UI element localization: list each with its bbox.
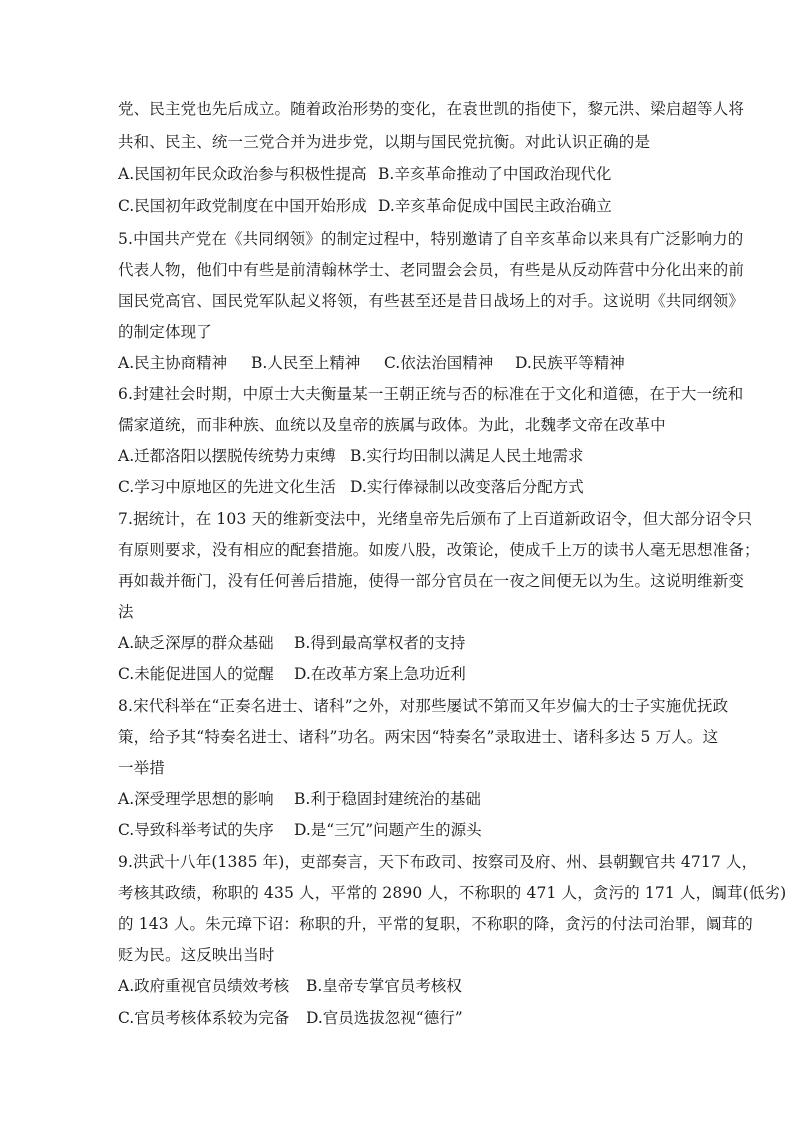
question-9-line: 考核其政绩，称职的 435 人，平常的 2890 人，不称职的 471 人，贪污的 171 人，阘茸(低劣) — [118, 884, 787, 902]
question-5-line: 代表人物，他们中有些是前清翰林学士、老同盟会会员，有些是从反动阵营中分化出来的前 — [118, 261, 745, 279]
option-d: D.实行俸禄制以改变落后分配方式 — [350, 478, 584, 496]
question-text-line: 共和、民主、统一三党合并为进步党，以期与国民党抗衡。对此认识正确的是 — [118, 133, 651, 151]
option-c: C.学习中原地区的先进文化生活 — [118, 478, 336, 496]
question-9-line: 贬为民。这反映出当时 — [118, 946, 275, 964]
option-b: B.辛亥革命推动了中国政治现代化 — [378, 165, 612, 183]
option-c: C.依法治国精神 — [384, 354, 494, 372]
question-5-line: 的制定体现了 — [118, 323, 212, 341]
question-8-line: 策，给予其“特奏名进士、诸科”功名。两宋因“特奏名”录取进士、诸科多达 5 万人。这 — [118, 728, 719, 746]
option-d: D.官员选拔忽视“德行” — [306, 1009, 463, 1027]
option-c: C.民国初年政党制度在中国开始形成 — [118, 197, 367, 215]
question-7-line: 再如裁并衙门，没有任何善后措施，使得一部分官员在一夜之间便无以为生。这说明维新变 — [118, 572, 745, 590]
option-b: B.人民至上精神 — [251, 354, 361, 372]
option-b: B.皇帝专掌官员考核权 — [306, 977, 462, 995]
question-5-line: 国民党高官、国民党军队起义将领，有些甚至还是昔日战场上的对手。这说明《共同纲领》 — [118, 292, 745, 310]
question-9-line: 9.洪武十八年(1385 年)，吏部奏言，天下布政司、按察司及府、州、县朝觐官共 4717 人， — [118, 853, 758, 871]
option-b: B.实行均田制以满足人民土地需求 — [350, 447, 584, 465]
option-a: A.深受理学思想的影响 — [118, 790, 274, 808]
option-d: D.在改革方案上急功近利 — [294, 665, 466, 683]
option-c: C.官员考核体系较为完备 — [118, 1009, 290, 1027]
option-d: D.是“三冗”问题产生的源头 — [294, 821, 482, 839]
option-c: C.未能促进国人的觉醒 — [118, 665, 274, 683]
question-text-line: 党、民主党也先后成立。随着政治形势的变化，在袁世凯的指使下，黎元洪、梁启超等人将 — [118, 100, 745, 118]
question-9-line: 的 143 人。朱元璋下诏：称职的升，平常的复职，不称职的降，贪污的付法司治罪，阘茸的 — [118, 915, 753, 933]
question-8-line: 一举措 — [118, 759, 165, 777]
option-a: A.民主协商精神 — [118, 354, 228, 372]
option-a: A.政府重视官员绩效考核 — [118, 977, 290, 995]
option-a: A.民国初年民众政治参与积极性提高 — [118, 165, 367, 183]
question-8-line: 8.宋代科举在“正奏名进士、诸科”之外，对那些屡试不第而又年岁偏大的士子实施优抚政 — [118, 697, 729, 715]
question-6-line: 6.封建社会时期，中原士大夫衡量某一王朝正统与否的标准在于文化和道德，在于大一统和 — [118, 385, 744, 403]
option-a: A.缺乏深厚的群众基础 — [118, 634, 274, 652]
option-b: B.利于稳固封建统治的基础 — [294, 790, 481, 808]
question-5-line: 5.中国共产党在《共同纲领》的制定过程中，特别邀请了自辛亥革命以来具有广泛影响力的 — [118, 230, 744, 248]
question-7-line: 7.据统计，在 103 天的维新变法中，光绪皇帝先后颁布了上百道新政诏令，但大部分诏令只 — [118, 510, 753, 528]
option-d: D.民族平等精神 — [515, 354, 625, 372]
option-d: D.辛亥革命促成中国民主政治确立 — [378, 197, 612, 215]
option-b: B.得到最高掌权者的支持 — [294, 634, 466, 652]
question-7-line: 法 — [118, 603, 134, 621]
question-7-line: 有原则要求，没有相应的配套措施。如废八股，改策论，使成千上万的读书人毫无思想准备； — [118, 541, 760, 559]
question-6-line: 儒家道统，而非种族、血统以及皇帝的族属与政体。为此，北魏孝文帝在改革中 — [118, 416, 666, 434]
option-a: A.迁都洛阳以摆脱传统势力束缚 — [118, 447, 336, 465]
option-c: C.导致科举考试的失序 — [118, 821, 274, 839]
